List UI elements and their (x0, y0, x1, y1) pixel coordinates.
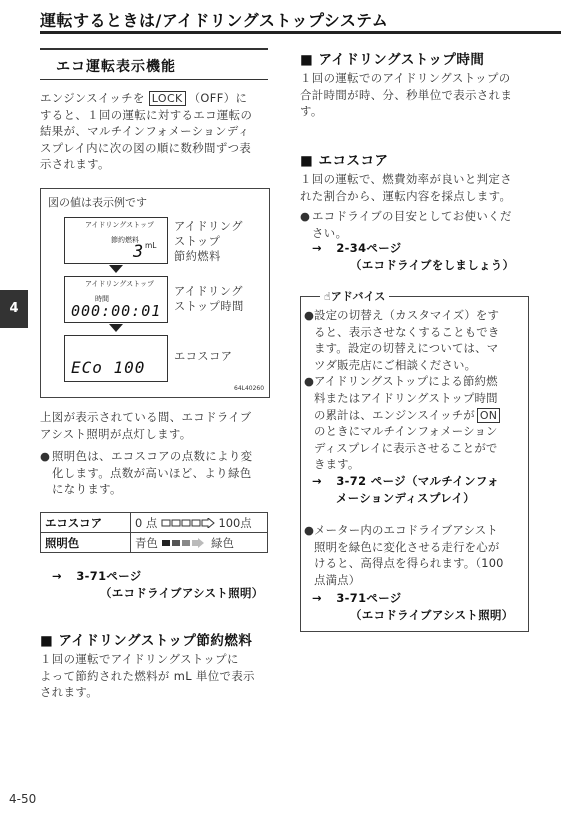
page-header-title: 運転するときは/アイドリングストップシステム (40, 11, 389, 30)
text-line: ディスプレイに表示させることがで (314, 440, 498, 455)
text-line: １回の運転で、燃費効率が良いと判定さ (300, 172, 513, 186)
text-line: ると、表示させなくすることもでき (314, 324, 500, 339)
text-line: 照明色は、エコスコアの点数により変 (52, 449, 253, 463)
intro-text: すると、１回の運転に対するエコ運転の (40, 107, 253, 122)
ref-page: 3-71ページ (336, 591, 402, 605)
text-line: エコドライブの目安としてお使いくだ (312, 209, 512, 224)
text-line: す。 (300, 104, 323, 119)
text-line: ツダ販売店にご相談ください。 (314, 357, 477, 372)
color-start: 青色 (135, 535, 158, 550)
text-line: アイドリングストップによる節約燃 (314, 374, 498, 389)
text-line: 設定の切替え（カスタマイズ）をす (314, 308, 500, 322)
score-color-table (40, 512, 268, 553)
label-eco-score: エコスコア (174, 350, 233, 363)
score-section-body (300, 171, 530, 241)
lcd-value: 3 (133, 242, 145, 262)
lcd-idle-time (64, 276, 168, 323)
color-gradient-arrow-icon (161, 538, 207, 548)
arrow-icon: → (52, 569, 62, 583)
section-rule-top (40, 48, 268, 50)
on-key-label: ON (477, 408, 500, 423)
intro-text: 示されます。 (40, 157, 110, 172)
fuel-section-body (40, 651, 272, 701)
label-fuel-saved (174, 219, 243, 264)
table-header: エコスコア (41, 513, 131, 533)
lcd-fuel-saved (64, 217, 168, 264)
ref-title: メーションディスプレイ） (336, 491, 476, 505)
header-rule (40, 31, 561, 34)
text-line: １回の運転でアイドリングストップに (40, 652, 239, 666)
ref-link-3-71-advice[interactable] (312, 590, 402, 607)
bullet-icon: ● (304, 308, 315, 322)
time-section-title: ■ アイドリングストップ時間 (300, 52, 485, 68)
chapter-tab: 4 (0, 290, 28, 328)
advice-label (320, 288, 389, 304)
score-section-title: ■ エコスコア (300, 153, 389, 169)
text-line: さい。 (312, 225, 348, 240)
text-line: になります。 (52, 482, 122, 497)
table-cell (131, 533, 268, 553)
ref-title: （エコドライブをしましょう） (350, 258, 515, 272)
color-end: 緑色 (211, 535, 234, 550)
advice-body (304, 307, 526, 473)
table-row (41, 513, 268, 533)
ref-title: （エコドライブアシスト照明） (100, 586, 264, 600)
lcd-title: アイドリングストップ (85, 280, 154, 288)
table-row (41, 533, 268, 553)
text-line: メーター内のエコドライブアシスト (314, 523, 498, 537)
text-line: 合計時間が時、分、秒単位で表示されま (300, 87, 513, 102)
text-line: アシスト照明が点灯します。 (40, 426, 192, 441)
text-line: 料またはアイドリングストップ時間 (314, 390, 498, 405)
text-line: 上図が表示されている間、エコドライブ (40, 410, 252, 424)
text-line: 点満点） (314, 572, 361, 587)
intro-text: （OFF）に (188, 91, 248, 105)
fuel-section-title: ■ アイドリングストップ節約燃料 (40, 633, 253, 649)
page-number: 4-50 (9, 792, 37, 806)
text-line: １回の運転でのアイドリングストップの (300, 71, 511, 85)
lcd-subtitle: 節約燃料 (111, 236, 139, 244)
lcd-value: ECo 100 (71, 358, 146, 377)
table-header: 照明色 (41, 533, 131, 553)
figure-note: 図の値は表示例です (48, 196, 147, 209)
arrow-icon: → (312, 591, 322, 605)
ref-link-2-34[interactable] (312, 240, 402, 257)
label-line: アイドリング (174, 220, 243, 233)
label-line: 節約燃料 (174, 250, 221, 263)
bullet-icon: ● (40, 449, 51, 463)
ref-page: 3-71ページ (76, 569, 142, 583)
lcd-eco-score (64, 335, 168, 382)
label-line: ストップ (174, 235, 221, 248)
advice-body-2 (304, 522, 526, 588)
text-line: 照明を緑色に変化させる走行を心が (314, 539, 500, 554)
text-line: けると、高得点を得られます。（100 (314, 556, 504, 571)
lcd-title: アイドリングストップ (85, 221, 154, 229)
text-line: ます。設定の切替えについては、マ (314, 341, 499, 356)
figure-id: 64L40260 (234, 385, 265, 392)
text-line: れた割合から、運転内容を採点します。 (300, 188, 512, 203)
down-arrow-icon (109, 265, 123, 273)
text-line: されます。 (40, 685, 99, 700)
ref-link-3-72[interactable] (312, 473, 499, 490)
text-line: きます。 (314, 457, 360, 472)
label-idle-time (174, 284, 244, 314)
time-section-body (300, 70, 530, 120)
lcd-subtitle: 時間 (95, 295, 109, 303)
ref-page: 3-72 ページ（マルチインフォ (336, 474, 499, 488)
label-line: アイドリング (174, 285, 243, 298)
arrow-icon: → (312, 241, 322, 255)
ref-link-3-71[interactable] (52, 568, 142, 585)
lcd-unit: mL (145, 241, 157, 250)
bullet-icon: ● (304, 523, 315, 537)
down-arrow-icon (109, 324, 123, 332)
section-rule-bottom (40, 79, 268, 80)
text-line: の累計は、エンジンスイッチが (314, 407, 475, 422)
score-max: 100点 (218, 515, 252, 530)
text-line: 化します。点数が高いほど、より緑色 (52, 465, 252, 480)
arrow-icon: → (312, 474, 322, 488)
lcd-value: 000:00:01 (71, 302, 162, 320)
text-line: よって節約された燃料が mL 単位で表示 (40, 668, 255, 683)
color-bullet (40, 448, 272, 498)
label-line: ストップ時間 (174, 300, 244, 313)
table-cell (131, 513, 268, 533)
eco-section-title: エコ運転表示機能 (56, 59, 176, 75)
lock-key-label: LOCK (149, 91, 186, 106)
bullet-icon: ● (300, 209, 311, 224)
intro-text: 結果が、マルチインフォメーションディ (40, 124, 250, 139)
eco-intro (40, 90, 272, 173)
text-line: のときにマルチインフォメーション (314, 424, 498, 439)
ref-title: （エコドライブアシスト照明） (350, 608, 514, 622)
score-scale-arrow-icon (161, 518, 215, 528)
intro-text: スプレイ内に次の図の順に数秒間ずつ表 (40, 140, 252, 155)
pointing-hand-icon: ☝ (324, 290, 331, 303)
ref-page: 2-34ページ (336, 241, 402, 255)
after-figure-text (40, 409, 272, 442)
bullet-icon: ● (304, 374, 315, 389)
score-min: 0 点 (135, 515, 158, 530)
intro-text: エンジンスイッチを (40, 91, 145, 105)
advice-label-text: アドバイス (330, 290, 386, 303)
